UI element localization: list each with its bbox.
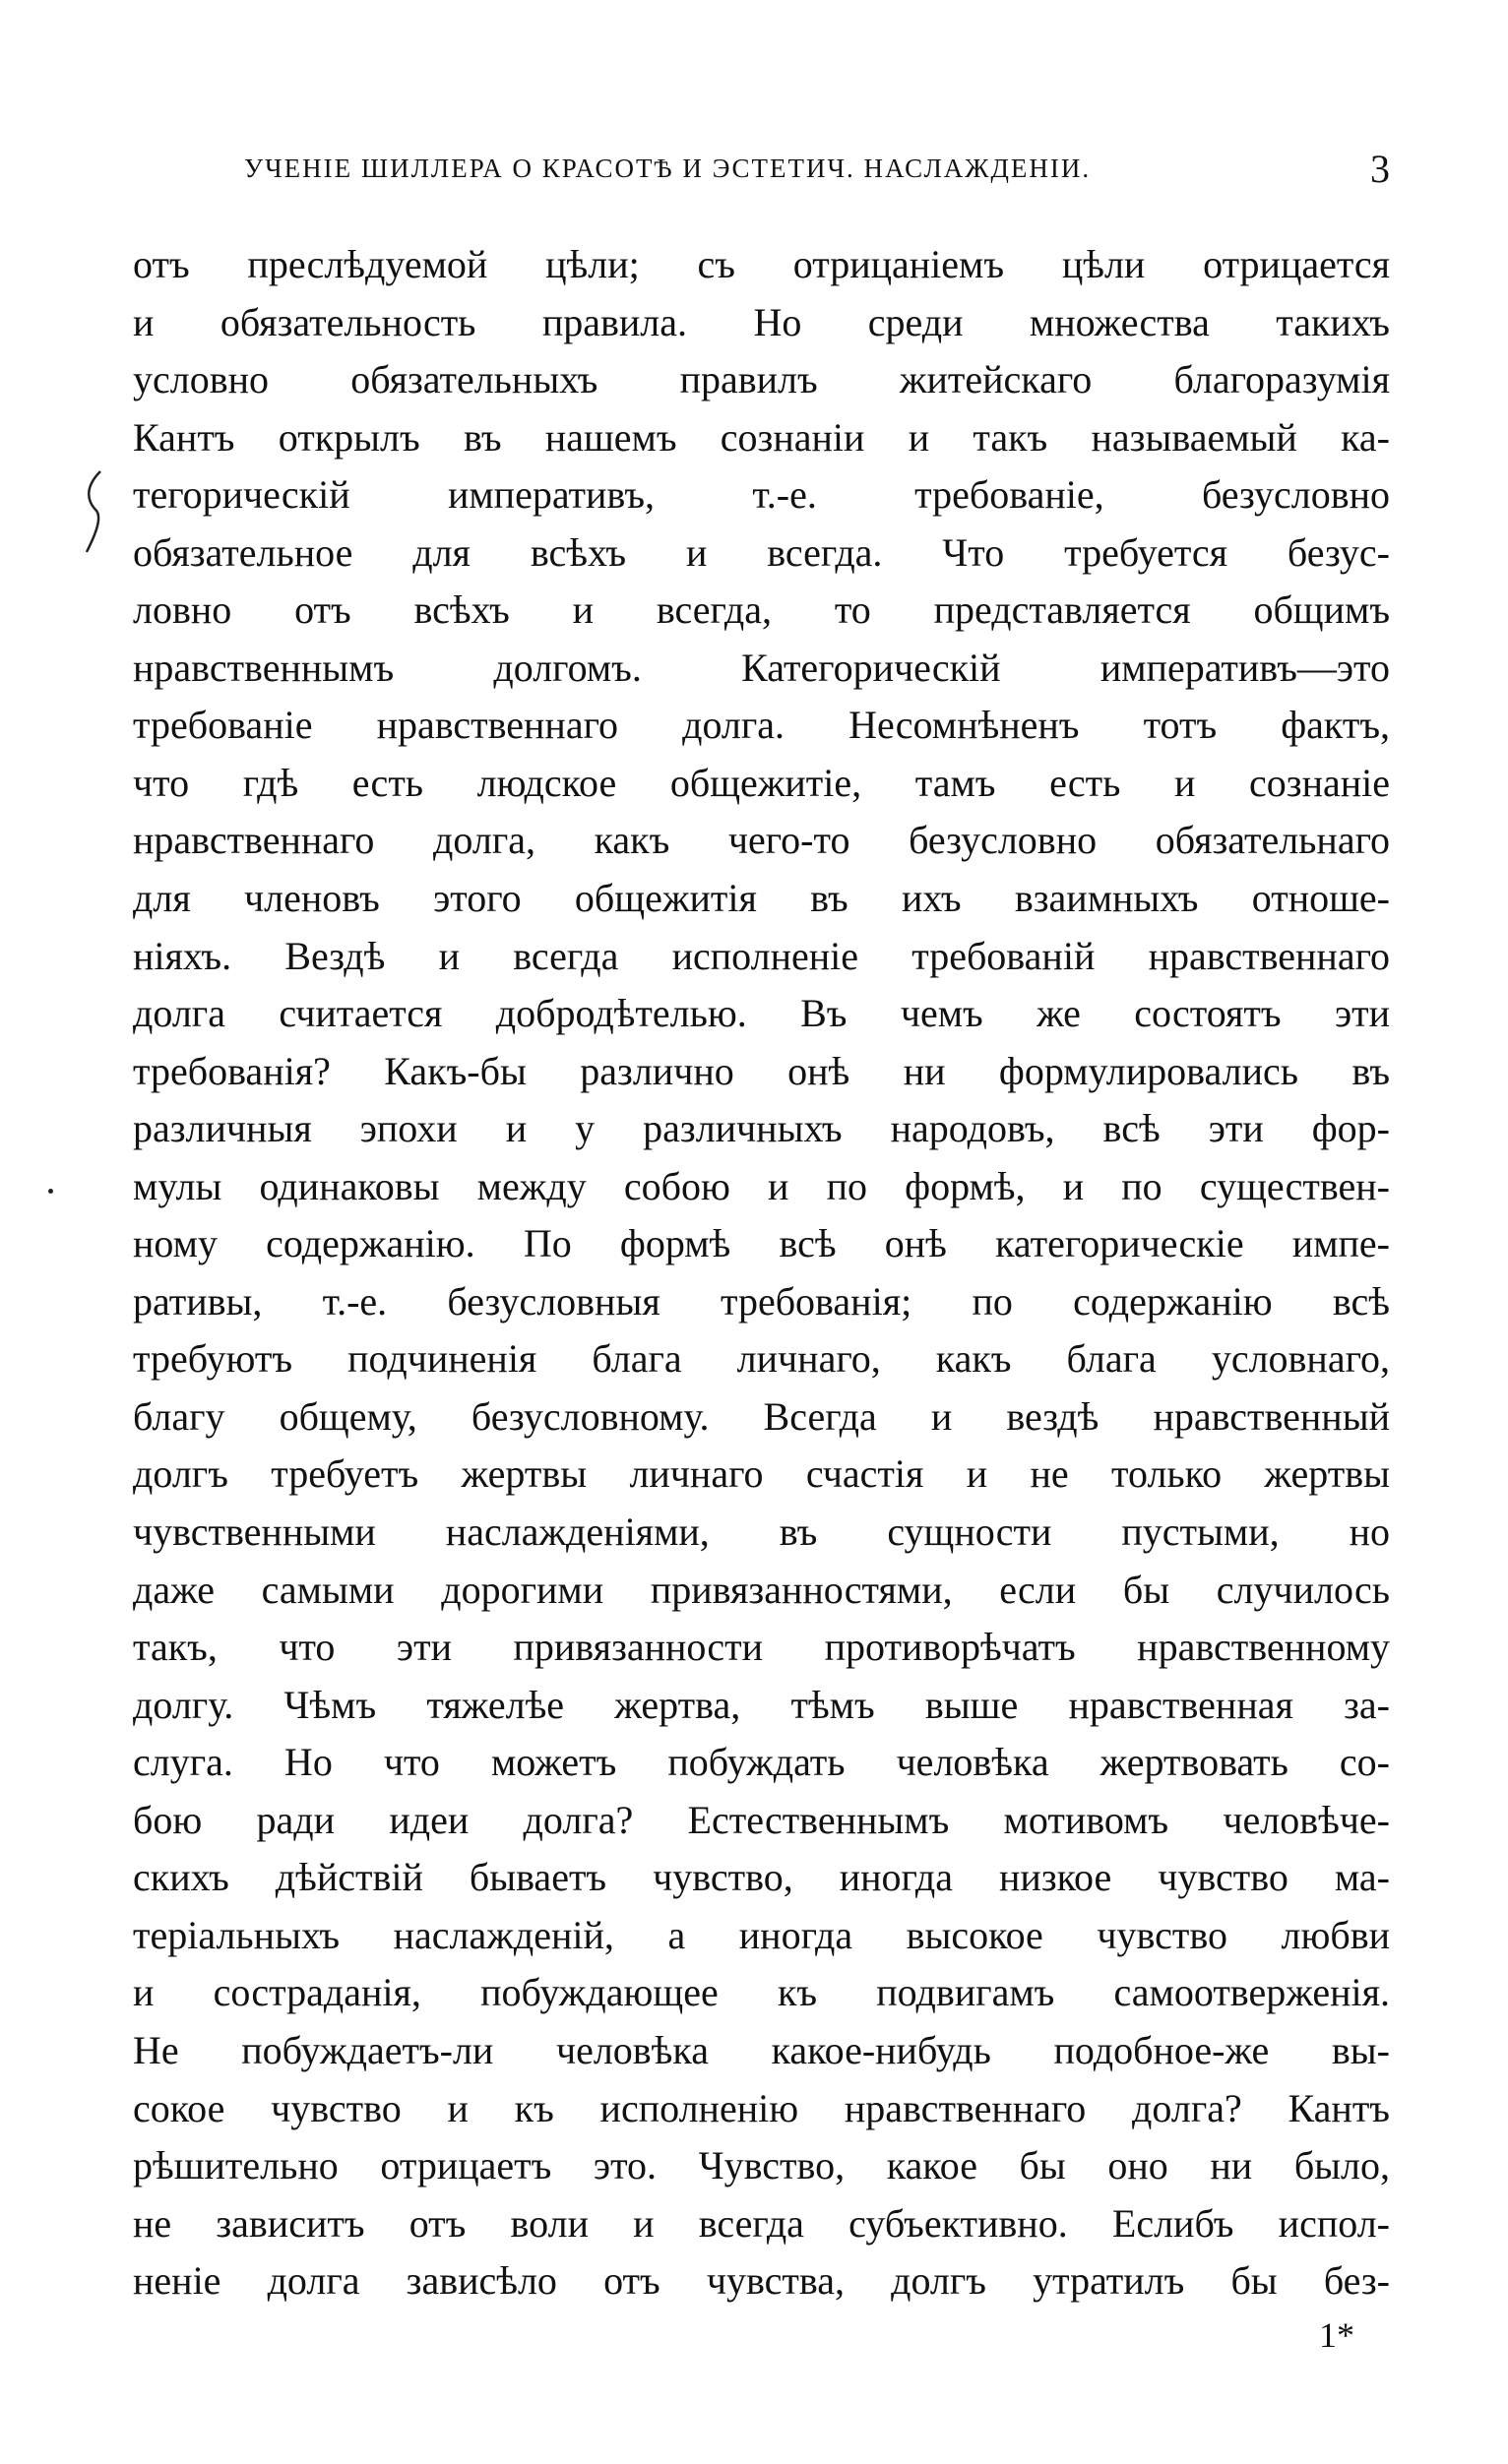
text-line [133, 1849, 1390, 1907]
text-line-content: долга считается добродѣтелью. Въ чемъ же состоятъ эти [133, 991, 1390, 1036]
text-line-content: слуга. Но что можетъ побуждать человѣка жертвовать со- [133, 1740, 1390, 1785]
body-text [133, 236, 1390, 2310]
text-line [133, 2022, 1390, 2080]
text-line-content: условно обязательныхъ правилъ житейскаго благоразумія [133, 357, 1390, 402]
text-line-content: ративы, т.-е. безусловныя требованія; по содержанію всѣ [133, 1278, 1390, 1324]
text-line [133, 697, 1390, 755]
text-line [133, 1562, 1390, 1620]
text-line [133, 1158, 1390, 1216]
text-line [133, 524, 1390, 583]
text-line-content: различныя эпохи и у различныхъ народовъ, всѣ эти фор- [133, 1106, 1390, 1151]
text-line-content: чувственными наслажденіями, въ сущности пустыми, но [133, 1509, 1390, 1555]
text-line [133, 1964, 1390, 2022]
running-title: УЧЕНІЕ ШИЛЛЕРА О КРАСОТѢ И ЭСТЕТИЧ. НАСЛАЖДЕНІИ. [244, 154, 1092, 183]
margin-dot-mark [48, 1189, 53, 1194]
text-line [133, 1043, 1390, 1101]
text-line [133, 870, 1390, 928]
text-line-content: тегорическій императивъ, т.-е. требованіе, безусловно [133, 472, 1390, 518]
page-number: 3 [1370, 147, 1390, 191]
text-line-content: рѣшительно отрицаетъ это. Чувство, какое бы оно ни было, [133, 2143, 1390, 2188]
text-line [133, 351, 1390, 409]
text-line [133, 2137, 1390, 2195]
text-line [133, 466, 1390, 524]
text-line [133, 1330, 1390, 1388]
text-line [133, 755, 1390, 813]
text-line-content: отъ преслѣдуемой цѣли; съ отрицаніемъ цѣли отрицается [133, 242, 1390, 286]
text-line-content: Кантъ открылъ въ нашемъ сознаніи и такъ называемый ка- [133, 414, 1390, 460]
text-line [133, 236, 1390, 294]
text-line-content: долгъ требуетъ жертвы личнаго счастія и не только жертвы [133, 1451, 1390, 1497]
text-line [133, 1388, 1390, 1447]
text-line-content: такъ, что эти привязанности противорѣчатъ нравственному [133, 1625, 1390, 1670]
text-line [133, 928, 1390, 986]
text-line-content: ному содержанію. По формѣ всѣ онѣ категорическіе импе- [133, 1221, 1390, 1266]
text-line [133, 294, 1390, 352]
text-line [133, 1907, 1390, 1965]
text-line [133, 1273, 1390, 1331]
handwritten-bracket-mark-icon [79, 467, 108, 556]
text-line-content: скихъ дѣйствій бываетъ чувство, иногда низкое чувство ма- [133, 1855, 1390, 1900]
text-line-content: благу общему, безусловному. Всегда и вездѣ нравственный [133, 1393, 1390, 1439]
text-line-content: неніе долга зависѣло отъ чувства, долгъ утратилъ бы без- [133, 2258, 1390, 2304]
text-line-content: мулы одинаковы между собою и по формѣ, и по существен- [133, 1163, 1390, 1208]
text-line [133, 1619, 1390, 1677]
text-line-content: ніяхъ. Вездѣ и всегда исполненіе требованій нравственнаго [133, 933, 1390, 978]
text-line [133, 640, 1390, 698]
text-line-content: требованія? Какъ-бы различно онѣ ни формулировались въ [133, 1048, 1390, 1093]
text-line-content: для членовъ этого общежитія въ ихъ взаимныхъ отноше- [133, 876, 1390, 921]
text-line-content: сокое чувство и къ исполненію нравственнаго долга? Кантъ [133, 2085, 1390, 2130]
text-line [133, 2195, 1390, 2253]
text-line [133, 1734, 1390, 1792]
text-line [133, 582, 1390, 640]
text-line [133, 812, 1390, 870]
text-line [133, 1504, 1390, 1562]
text-line-content: и обязательность правила. Но среди множества такихъ [133, 299, 1390, 344]
text-line-content: обязательное для всѣхъ и всегда. Что требуется безус- [133, 529, 1390, 575]
text-line-content: и состраданія, побуждающее къ подвигамъ самоотверженія. [133, 1970, 1390, 2015]
text-line-content: не зависитъ отъ воли и всегда субъективно. Еслибъ испол- [133, 2200, 1390, 2246]
running-header [244, 146, 1390, 195]
text-line [133, 985, 1390, 1043]
text-line-content: долгу. Чѣмъ тяжелѣе жертва, тѣмъ выше нравственная за- [133, 1682, 1390, 1727]
text-line [133, 1792, 1390, 1850]
text-line [133, 1446, 1390, 1504]
text-line-content: требуютъ подчиненія блага личнаго, какъ блага условнаго, [133, 1336, 1390, 1382]
text-line [133, 1100, 1390, 1158]
text-line-content: теріальныхъ наслажденій, а иногда высокое чувство любви [133, 1912, 1390, 1957]
text-line-content: что гдѣ есть людское общежитіе, тамъ есть и сознаніе [133, 760, 1390, 805]
text-line-content: бою ради идеи долга? Естественнымъ мотивомъ человѣче- [133, 1797, 1390, 1842]
text-line-content: нравственнымъ долгомъ. Категорическій императивъ—это [133, 645, 1390, 690]
signature-mark: 1* [1319, 2315, 1354, 2355]
text-line [133, 409, 1390, 467]
text-line-content: Не побуждаетъ-ли человѣка какое-нибудь подобное-же вы- [133, 2027, 1390, 2072]
text-line-content: ловно отъ всѣхъ и всегда, то представляется общимъ [133, 587, 1390, 633]
text-line-content: даже самыми дорогими привязанностями, если бы случилось [133, 1567, 1390, 1612]
text-line [133, 1215, 1390, 1273]
text-line-content: требованіе нравственнаго долга. Несомнѣненъ тотъ фактъ, [133, 703, 1390, 748]
text-line-content: нравственнаго долга, какъ чего-то безусловно обязательнаго [133, 818, 1390, 863]
text-line [133, 2252, 1390, 2310]
text-line [133, 1677, 1390, 1735]
text-line [133, 2080, 1390, 2138]
